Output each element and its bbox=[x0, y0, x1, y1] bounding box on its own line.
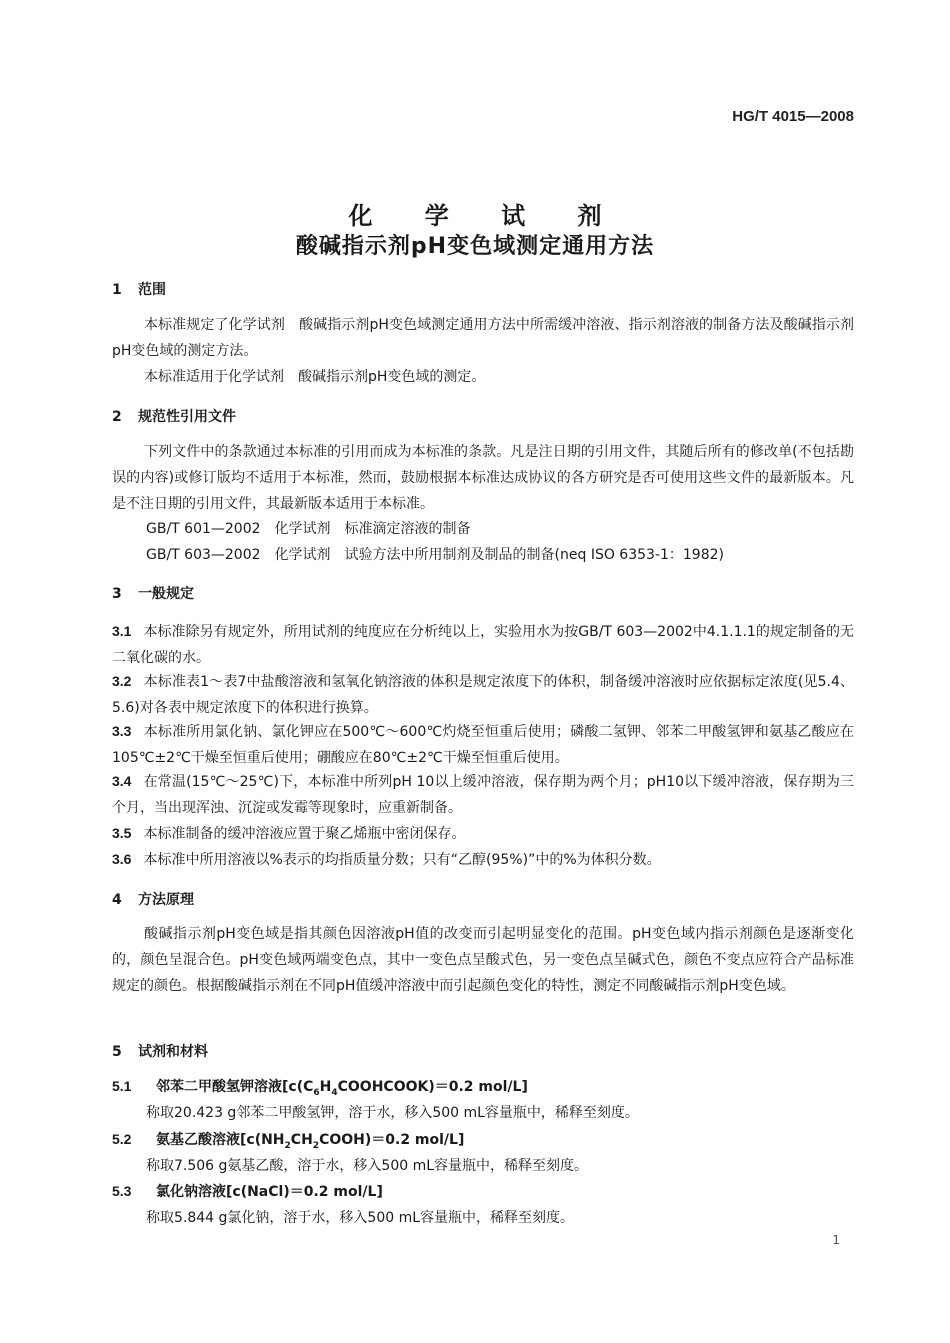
item-5-3-heading bbox=[112, 1181, 383, 1201]
section-number: 1 bbox=[112, 282, 122, 298]
normative-reference-2 bbox=[146, 544, 738, 564]
section-2-heading bbox=[112, 406, 236, 426]
section-5-heading bbox=[112, 1041, 208, 1061]
item-5-1-heading bbox=[112, 1076, 528, 1098]
section-number: 4 bbox=[112, 892, 122, 908]
clause-number: 3.2 bbox=[112, 673, 132, 689]
section-number: 2 bbox=[112, 409, 122, 425]
clause-text: 本标准所用氯化钠、氯化钾应在500℃～600℃灼烧至恒重后使用；磷酸二氢钾、邻苯二甲酸氢钾和氨基乙酸应在105℃±2℃干燥至恒重后使用；硼酸应在80℃±2℃干燥至恒重后使用。 bbox=[112, 724, 854, 766]
clause-number: 3.5 bbox=[112, 825, 132, 841]
reference-name: 化学试剂 bbox=[274, 521, 331, 537]
clause-text: 本标准中所用溶液以%表示的均指质量分数；只有“乙醇(95%)”中的%为体积分数。 bbox=[143, 852, 661, 868]
section-4-paragraph-1: 酸碱指示剂pH变色域是指其颜色因溶液pH值的改变而引起明显变化的范围。pH变色域内指示剂颜色是逐渐变化的，颜色呈混合色。pH变色域两端变色点，其中一变色点呈酸式色，另一变色点呈碱式色，颜色不变点应符合产品标准规定的颜色。根据酸碱指示剂在不同pH值缓冲溶液中而引起颜色变化的特性，测定不同酸碱指示剂pH变色域。 bbox=[112, 926, 854, 994]
reference-title: 试验方法中所用制剂及制品的制备(neq ISO 6353-1：1982) bbox=[344, 547, 724, 563]
item-title: 邻苯二甲酸氢钾溶液[$c(C_6H_4COOHCOOK)=0.2$ mol/L] bbox=[156, 1079, 528, 1098]
clause-number: 3.6 bbox=[112, 851, 132, 867]
item-title: 氯化钠溶液[c(NaCl)＝0.2 mol/L] bbox=[156, 1184, 383, 1200]
item-title: 氨基乙酸溶液[$c(NH_2CH_2COOH)=0.2$ mol/L] bbox=[156, 1132, 465, 1151]
clause-3-4 bbox=[112, 768, 854, 821]
section-number: 5 bbox=[112, 1044, 122, 1060]
item-5-1-body: 称取20.423 g邻苯二甲酸氢钾，溶于水，移入500 mL容量瓶中，稀释至刻度。 bbox=[146, 1105, 639, 1121]
clause-text: 本标准制备的缓冲溶液应置于聚乙烯瓶中密闭保存。 bbox=[143, 826, 466, 842]
item-5-3-body: 称取5.844 g氯化钠，溶于水，移入500 mL容量瓶中，稀释至刻度。 bbox=[146, 1210, 575, 1226]
item-5-2-heading bbox=[112, 1129, 464, 1151]
page-number: 1 bbox=[832, 1233, 840, 1247]
section-title: 方法原理 bbox=[138, 892, 194, 908]
clause-text: 在常温(15℃～25℃)下，本标准中所列pH 10以上缓冲溶液，保存期为两个月；pH10以下缓冲溶液，保存期为三个月，当出现浑浊、沉淀或发霉等现象时，应重新制备。 bbox=[112, 774, 854, 816]
clause-3-3 bbox=[112, 718, 854, 771]
section-title: 范围 bbox=[138, 282, 166, 298]
clause-3-2 bbox=[112, 668, 854, 721]
section-title: 规范性引用文件 bbox=[138, 409, 236, 425]
clause-3-6 bbox=[112, 846, 854, 873]
reference-code: GB/T 601—2002 bbox=[146, 521, 261, 537]
standard-code: HG/T 4015—2008 bbox=[732, 108, 854, 125]
reference-code: GB/T 603—2002 bbox=[146, 547, 261, 563]
section-1-heading bbox=[112, 279, 166, 299]
section-4-heading bbox=[112, 889, 194, 909]
section-2-paragraph-1: 下列文件中的条款通过本标准的引用而成为本标准的条款。凡是注日期的引用文件，其随后所有的修改单(不包括勘误的内容)或修订版均不适用于本标准，然而，鼓励根据本标准达成协议的各方研究是否可使用这些文件的最新版本。凡是不注日期的引用文件，其最新版本适用于本标准。 bbox=[112, 444, 854, 512]
section-3-heading bbox=[112, 583, 194, 603]
reference-name: 化学试剂 bbox=[274, 547, 331, 563]
clause-text: 本标准表1～表7中盐酸溶液和氢氧化钠溶液的体积是规定浓度下的体积，制备缓冲溶液时应依据标定浓度(见5.4、5.6)对各表中规定浓度下的体积进行换算。 bbox=[112, 674, 854, 716]
section-title: 一般规定 bbox=[138, 586, 194, 602]
clause-3-1 bbox=[112, 618, 854, 671]
clause-number: 3.1 bbox=[112, 623, 132, 639]
clause-3-5 bbox=[112, 820, 854, 847]
normative-reference-1 bbox=[146, 518, 485, 538]
item-number: 5.1 bbox=[112, 1078, 132, 1094]
clause-text: 本标准除另有规定外，所用试剂的纯度应在分析纯以上，实验用水为按GB/T 603—2002中4.1.1.1的规定制备的无二氧化碳的水。 bbox=[112, 624, 854, 666]
document-title-line1: 化 学 试 剂 bbox=[348, 202, 624, 230]
document-title-line2: 酸碱指示剂pH变色域测定通用方法 bbox=[295, 234, 655, 259]
clause-number: 3.3 bbox=[112, 723, 132, 739]
item-5-2-body: 称取7.506 g氨基乙酸，溶于水，移入500 mL容量瓶中，稀释至刻度。 bbox=[146, 1158, 589, 1174]
section-title: 试剂和材料 bbox=[138, 1044, 208, 1060]
reference-title: 标准滴定溶液的制备 bbox=[344, 521, 471, 537]
item-number: 5.3 bbox=[112, 1183, 132, 1199]
clause-number: 3.4 bbox=[112, 773, 132, 789]
section-1-paragraph-1: 本标准规定了化学试剂 酸碱指示剂pH变色域测定通用方法中所需缓冲溶液、指示剂溶液的制备方法及酸碱指示剂pH变色域的测定方法。 bbox=[112, 317, 854, 359]
section-1-paragraph-2: 本标准适用于化学试剂 酸碱指示剂pH变色域的测定。 bbox=[144, 369, 486, 385]
item-number: 5.2 bbox=[112, 1131, 132, 1147]
section-number: 3 bbox=[112, 586, 122, 602]
